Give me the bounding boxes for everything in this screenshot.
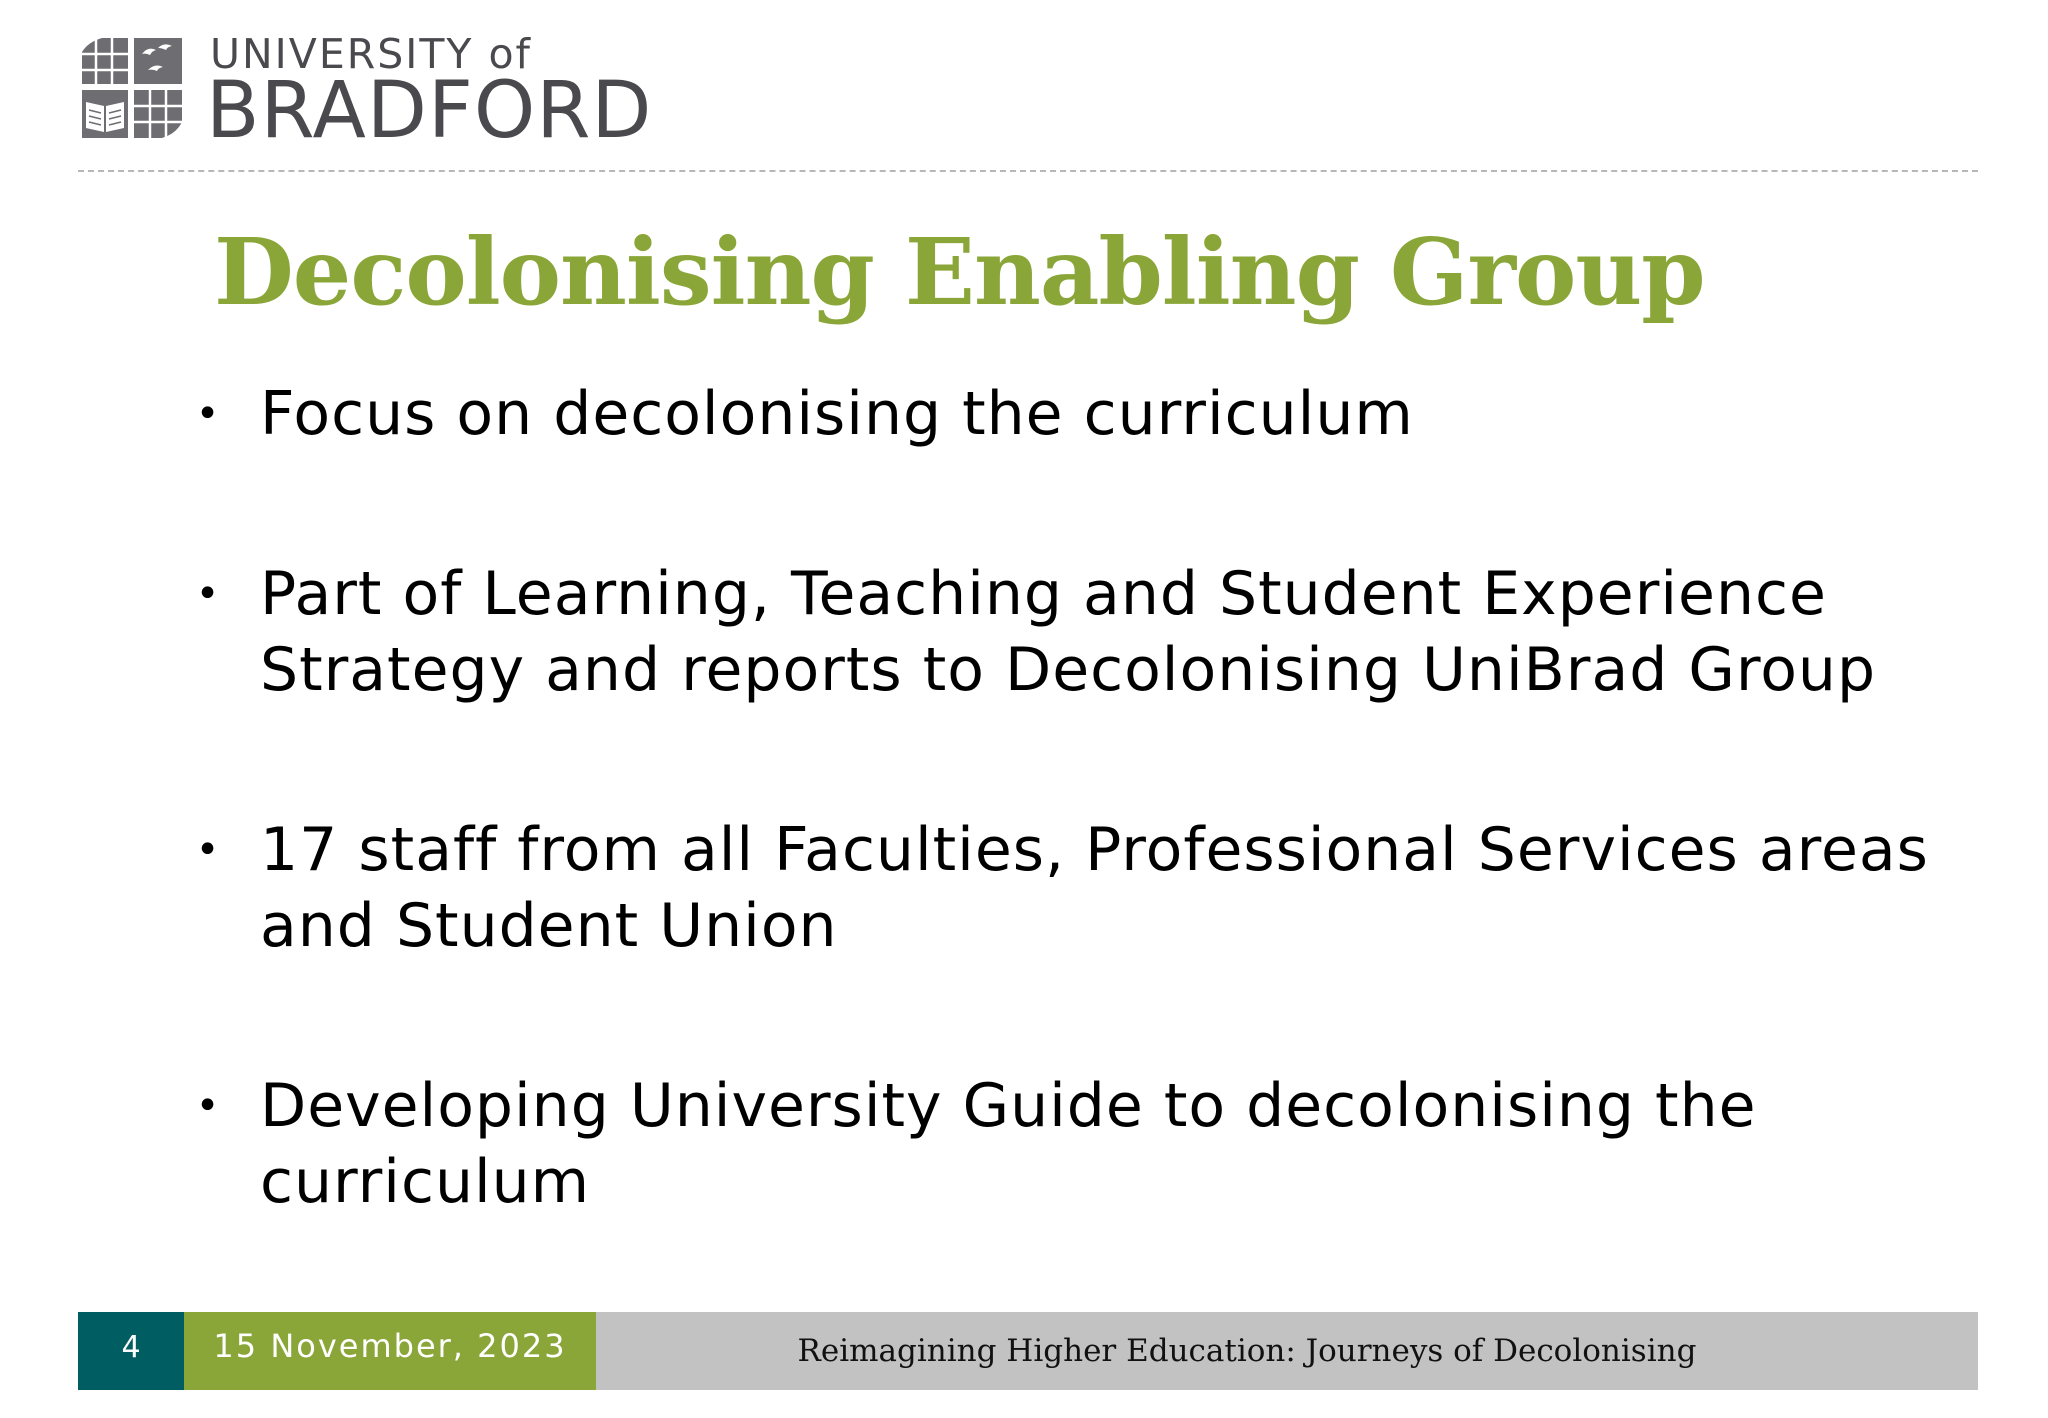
bullet-icon: • <box>195 391 221 437</box>
university-logo <box>78 30 653 156</box>
bullet-icon: • <box>195 827 221 873</box>
header-divider <box>78 170 1978 172</box>
slide-footer <box>78 1312 1978 1390</box>
bullet-item <box>180 812 1980 964</box>
bullet-text: Part of Learning, Teaching and Student Experience Strategy and reports to Decolonising UniBrad Group <box>260 559 1877 705</box>
university-crest-icon <box>78 34 186 142</box>
bullet-item <box>180 376 1414 452</box>
slide-number: 4 <box>78 1312 184 1390</box>
footer-date: 15 November, 2023 <box>184 1312 596 1390</box>
logo-bradford: BRADFORD <box>206 66 653 156</box>
bullet-item <box>180 556 1980 708</box>
bullet-item <box>180 1068 1980 1220</box>
bullet-text: Focus on decolonising the curriculum <box>260 379 1414 449</box>
bullet-icon: • <box>195 1083 221 1129</box>
bullet-text: 17 staff from all Faculties, Professional Services areas and Student Union <box>260 815 1929 961</box>
slide-title: Decolonising Enabling Group <box>214 218 1705 326</box>
logo-university-of: UNIVERSITY of <box>210 30 532 78</box>
footer-presentation-title: Reimagining Higher Education: Journeys of Decolonising <box>596 1312 1978 1390</box>
bullet-icon: • <box>195 571 221 617</box>
bullet-text: Developing University Guide to decolonising the curriculum <box>260 1071 1757 1217</box>
